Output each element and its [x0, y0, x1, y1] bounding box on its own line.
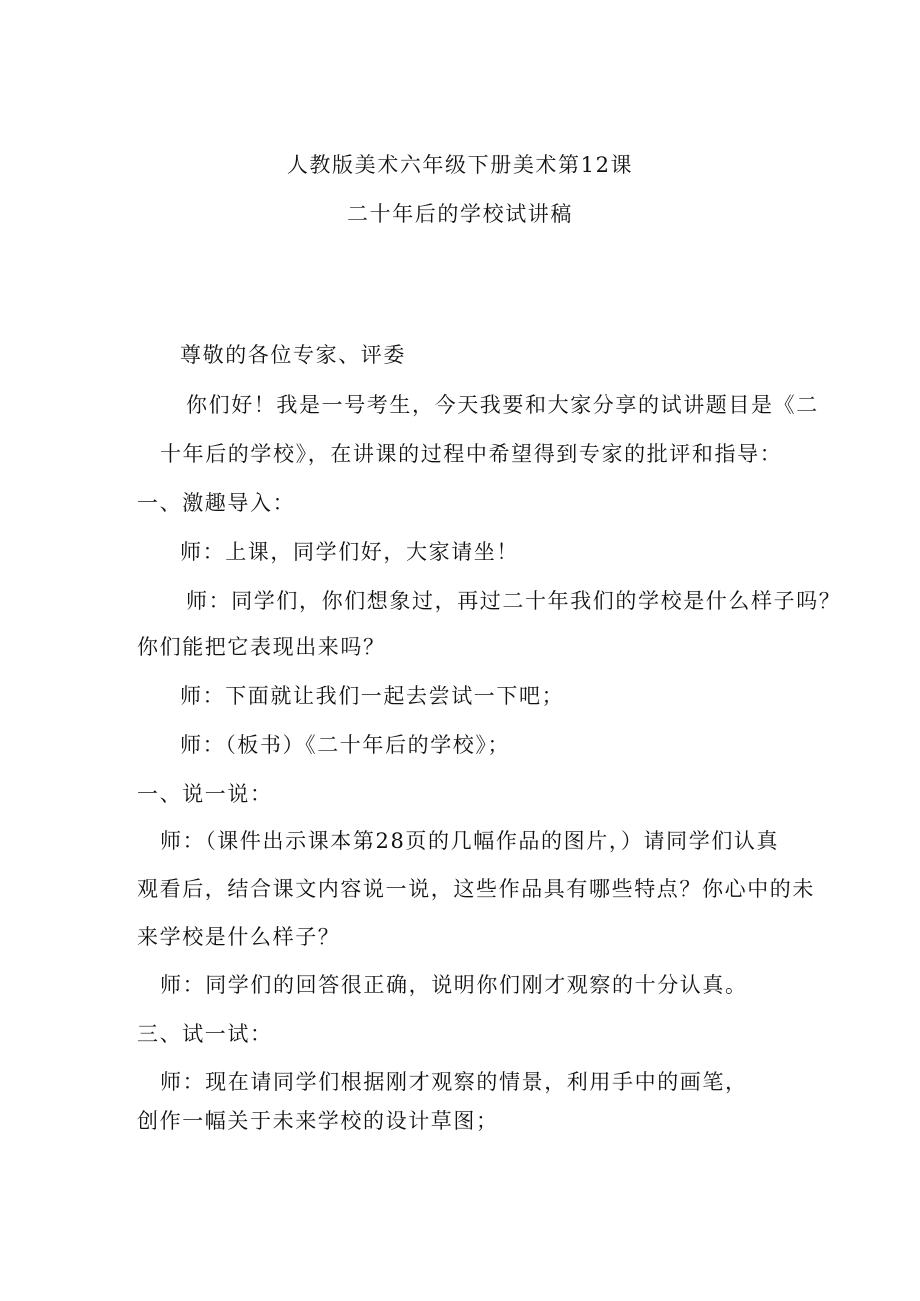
- intro-paragraph-line2: 十年后的学校》，在讲课的过程中希望得到专家的批评和指导：: [160, 442, 783, 466]
- teacher-line: 师：现在请同学们根据刚才观察的情景，利用手中的画笔，: [160, 1070, 748, 1094]
- section-heading-discuss: 一、说一说：: [137, 782, 273, 806]
- section-heading-intro: 一、激趣导入：: [137, 491, 296, 515]
- section-heading-try: 三、试一试：: [137, 1022, 273, 1046]
- teacher-line: 师：下面就让我们一起去尝试一下吧；: [180, 684, 565, 708]
- intro-paragraph-line1: 你们好！我是一号考生，今天我要和大家分享的试讲题目是《二: [186, 393, 819, 417]
- teacher-line-continued: 创作一幅关于未来学校的设计草图；: [137, 1109, 499, 1133]
- teacher-line: 师：同学们，你们想象过，再过二十年我们的学校是什么样子吗？: [186, 589, 842, 613]
- greeting-paragraph: 尊敬的各位专家、评委: [180, 343, 406, 367]
- teacher-line-continued: 你们能把它表现出来吗？: [137, 635, 386, 659]
- teacher-line: 师：（课件出示课本第28页的几幅作品的图片，）请同学们认真: [160, 829, 780, 853]
- teacher-line: 师：上课，同学们好，大家请坐！: [180, 540, 519, 564]
- teacher-line-continued: 来学校是什么样子？: [137, 925, 341, 949]
- document-title: 人教版美术六年级下册美术第12课: [286, 153, 634, 177]
- teacher-line: 师：（板书）《二十年后的学校》；: [180, 733, 511, 757]
- document-subtitle: 二十年后的学校试讲稿: [347, 202, 573, 226]
- teacher-line-continued: 观看后，结合课文内容说一说，这些作品具有哪些特点？你心中的未: [137, 877, 815, 901]
- teacher-line: 师：同学们的回答很正确，说明你们刚才观察的十分认真。: [160, 973, 748, 997]
